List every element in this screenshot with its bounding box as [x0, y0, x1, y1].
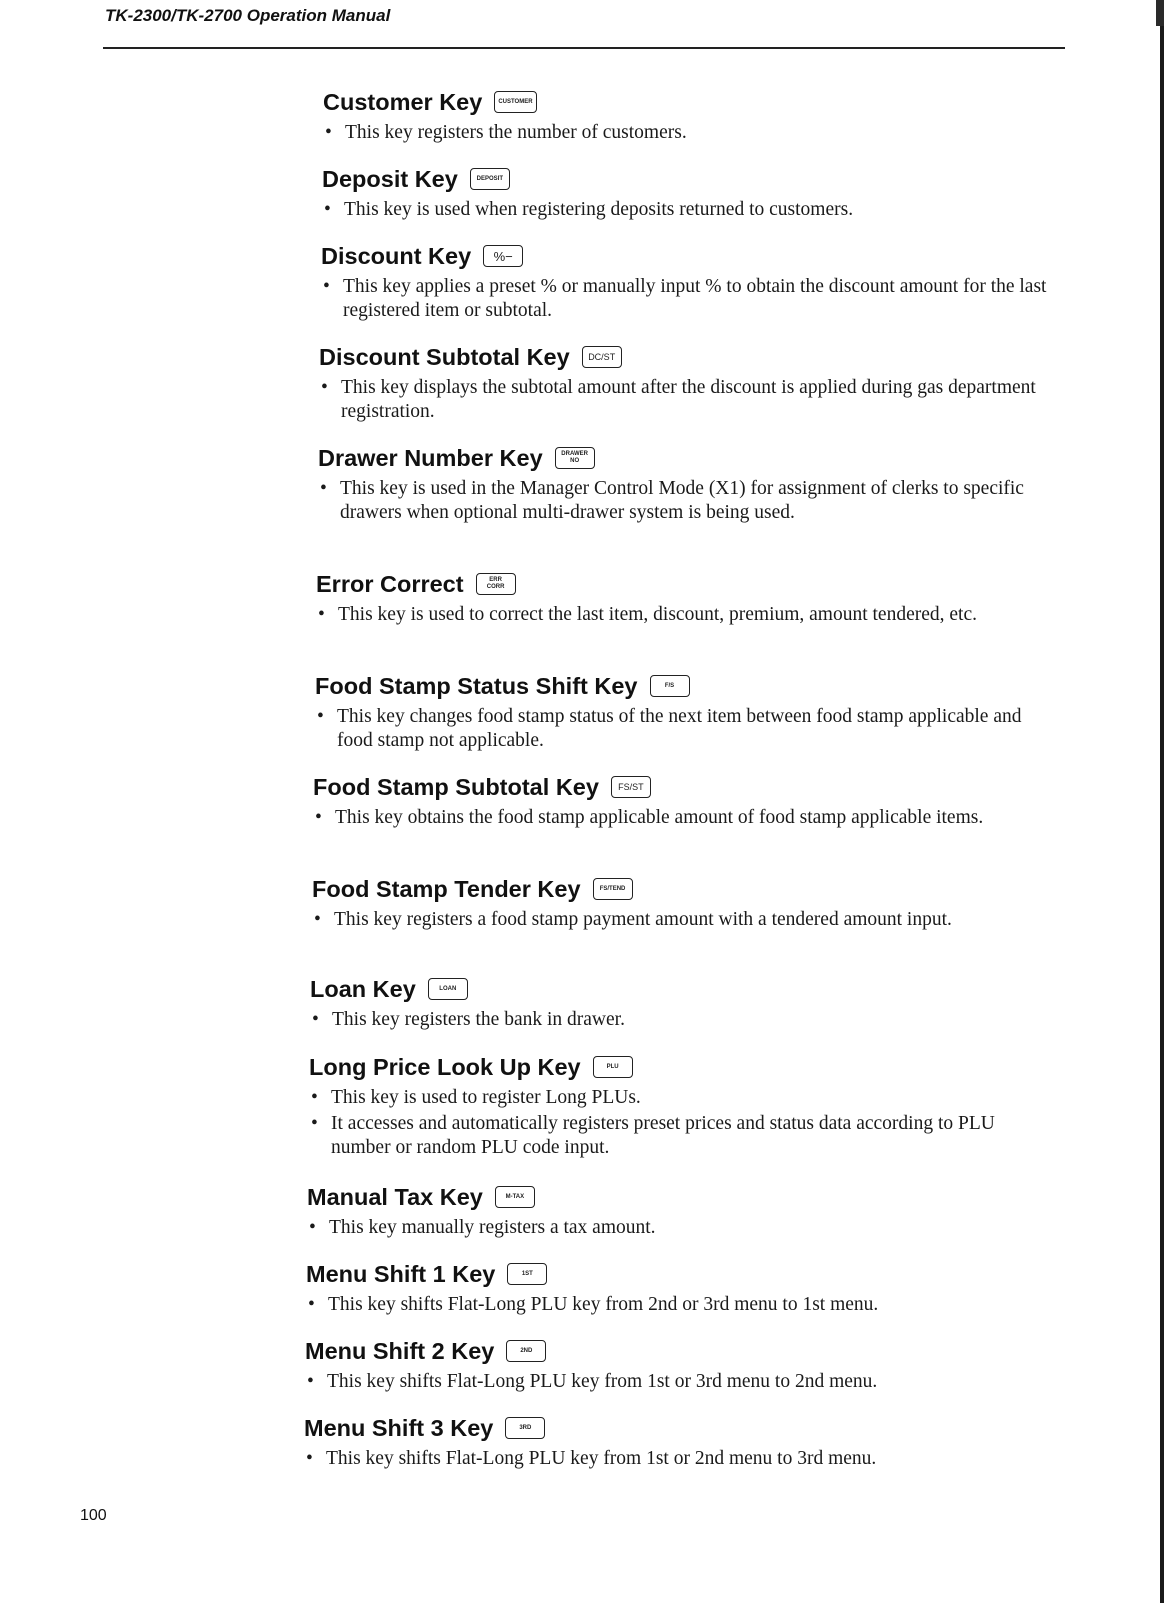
section-error-correct — [316, 569, 1056, 627]
section-food-stamp-subtotal-key — [313, 772, 1053, 830]
section-drawer-number-key — [318, 443, 1058, 525]
bullet-item: • This key applies a preset % or manually input % to obtain the discount amount for the last registered item or subtotal. — [321, 275, 1061, 323]
section-food-stamp-status-shift-key — [315, 671, 1055, 753]
keycap-icon: 3RD — [505, 1417, 545, 1439]
bullet-item: • This key is used to correct the last item, discount, premium, amount tendered, etc. — [316, 603, 1056, 627]
bullet-list — [304, 1447, 1044, 1471]
section-title: Drawer Number Key DRAWER NO — [318, 443, 1058, 473]
keycap-icon: 1ST — [507, 1263, 547, 1285]
bullet-item: • This key obtains the food stamp applicable amount of food stamp applicable items. — [313, 806, 1053, 830]
section-title: Customer Key CUSTOMER — [323, 87, 1063, 117]
page-number: 100 — [80, 1507, 107, 1524]
bullet-list — [315, 705, 1055, 753]
section-title: Menu Shift 3 Key 3RD — [304, 1413, 1044, 1443]
bullet-item: • This key shifts Flat-Long PLU key from 1st or 2nd menu to 3rd menu. — [304, 1447, 1044, 1471]
bullet-list — [310, 1008, 1050, 1032]
section-title: Manual Tax Key M-TAX — [307, 1182, 1047, 1212]
section-deposit-key — [322, 164, 1062, 222]
bullet-list — [309, 1086, 1049, 1160]
section-title: Discount Key %− — [321, 241, 1061, 271]
manual-header: TK-2300/TK-2700 Operation Manual — [105, 6, 391, 25]
keycap-icon: LOAN — [428, 978, 468, 1000]
section-menu-shift-1-key — [306, 1259, 1046, 1317]
bullet-item: • This key manually registers a tax amount. — [307, 1216, 1047, 1240]
bullet-list — [313, 806, 1053, 830]
bullet-list — [319, 376, 1059, 424]
keycap-icon: DEPOSIT — [470, 168, 510, 190]
section-loan-key — [310, 974, 1050, 1032]
section-food-stamp-tender-key — [312, 874, 1052, 932]
bullet-item: • This key shifts Flat-Long PLU key from 1st or 3rd menu to 2nd menu. — [305, 1370, 1045, 1394]
section-title: Discount Subtotal Key DC/ST — [319, 342, 1059, 372]
keycap-icon: %− — [483, 245, 523, 267]
section-title: Menu Shift 2 Key 2ND — [305, 1336, 1045, 1366]
bullet-item: • It accesses and automatically registers preset prices and status data according to PLU number or random PLU code input. — [309, 1112, 1049, 1160]
bullet-list — [305, 1370, 1045, 1394]
keycap-icon: F/S — [650, 675, 690, 697]
bullet-list — [322, 198, 1062, 222]
section-title: Deposit Key DEPOSIT — [322, 164, 1062, 194]
bullet-item: • This key shifts Flat-Long PLU key from 2nd or 3rd menu to 1st menu. — [306, 1293, 1046, 1317]
section-title: Long Price Look Up Key PLU — [309, 1052, 1049, 1082]
bullet-item: • This key is used to register Long PLUs. — [309, 1086, 1049, 1110]
section-customer-key — [323, 87, 1063, 145]
bullet-list — [307, 1216, 1047, 1240]
section-manual-tax-key — [307, 1182, 1047, 1240]
bullet-list — [318, 477, 1058, 525]
section-menu-shift-3-key — [304, 1413, 1044, 1471]
keycap-icon: ERR CORR — [476, 573, 516, 595]
bullet-item: • This key displays the subtotal amount after the discount is applied during gas department registration. — [319, 376, 1059, 424]
bullet-item: • This key is used in the Manager Control Mode (X1) for assignment of clerks to specific drawers when optional multi-drawer system is being used. — [318, 477, 1058, 525]
section-menu-shift-2-key — [305, 1336, 1045, 1394]
keycap-icon: PLU — [593, 1056, 633, 1078]
keycap-icon: DRAWER NO — [555, 447, 595, 469]
section-title: Loan Key LOAN — [310, 974, 1050, 1004]
keycap-icon: FS/TEND — [593, 878, 633, 900]
section-title: Food Stamp Status Shift Key F/S — [315, 671, 1055, 701]
bullet-list — [321, 275, 1061, 323]
section-title: Food Stamp Tender Key FS/TEND — [312, 874, 1052, 904]
section-discount-key — [321, 241, 1061, 323]
bullet-list — [312, 908, 1052, 932]
bullet-item: • This key registers a food stamp payment amount with a tendered amount input. — [312, 908, 1052, 932]
bullet-item: • This key registers the bank in drawer. — [310, 1008, 1050, 1032]
keycap-icon: CUSTOMER — [494, 91, 536, 113]
section-title: Menu Shift 1 Key 1ST — [306, 1259, 1046, 1289]
keycap-icon: 2ND — [506, 1340, 546, 1362]
section-title: Error Correct ERR CORR — [316, 569, 1056, 599]
bullet-list — [316, 603, 1056, 627]
bullet-list — [323, 121, 1063, 145]
bullet-list — [306, 1293, 1046, 1317]
section-long-plu-key — [309, 1052, 1049, 1160]
section-discount-subtotal-key — [319, 342, 1059, 424]
keycap-icon: FS/ST — [611, 776, 651, 798]
bullet-item: • This key is used when registering deposits returned to customers. — [322, 198, 1062, 222]
bullet-item: • This key changes food stamp status of the next item between food stamp applicable and food stamp not applicable. — [315, 705, 1055, 753]
bullet-item: • This key registers the number of customers. — [323, 121, 1063, 145]
section-title: Food Stamp Subtotal Key FS/ST — [313, 772, 1053, 802]
keycap-icon: DC/ST — [582, 346, 622, 368]
keycap-icon: M-TAX — [495, 1186, 535, 1208]
